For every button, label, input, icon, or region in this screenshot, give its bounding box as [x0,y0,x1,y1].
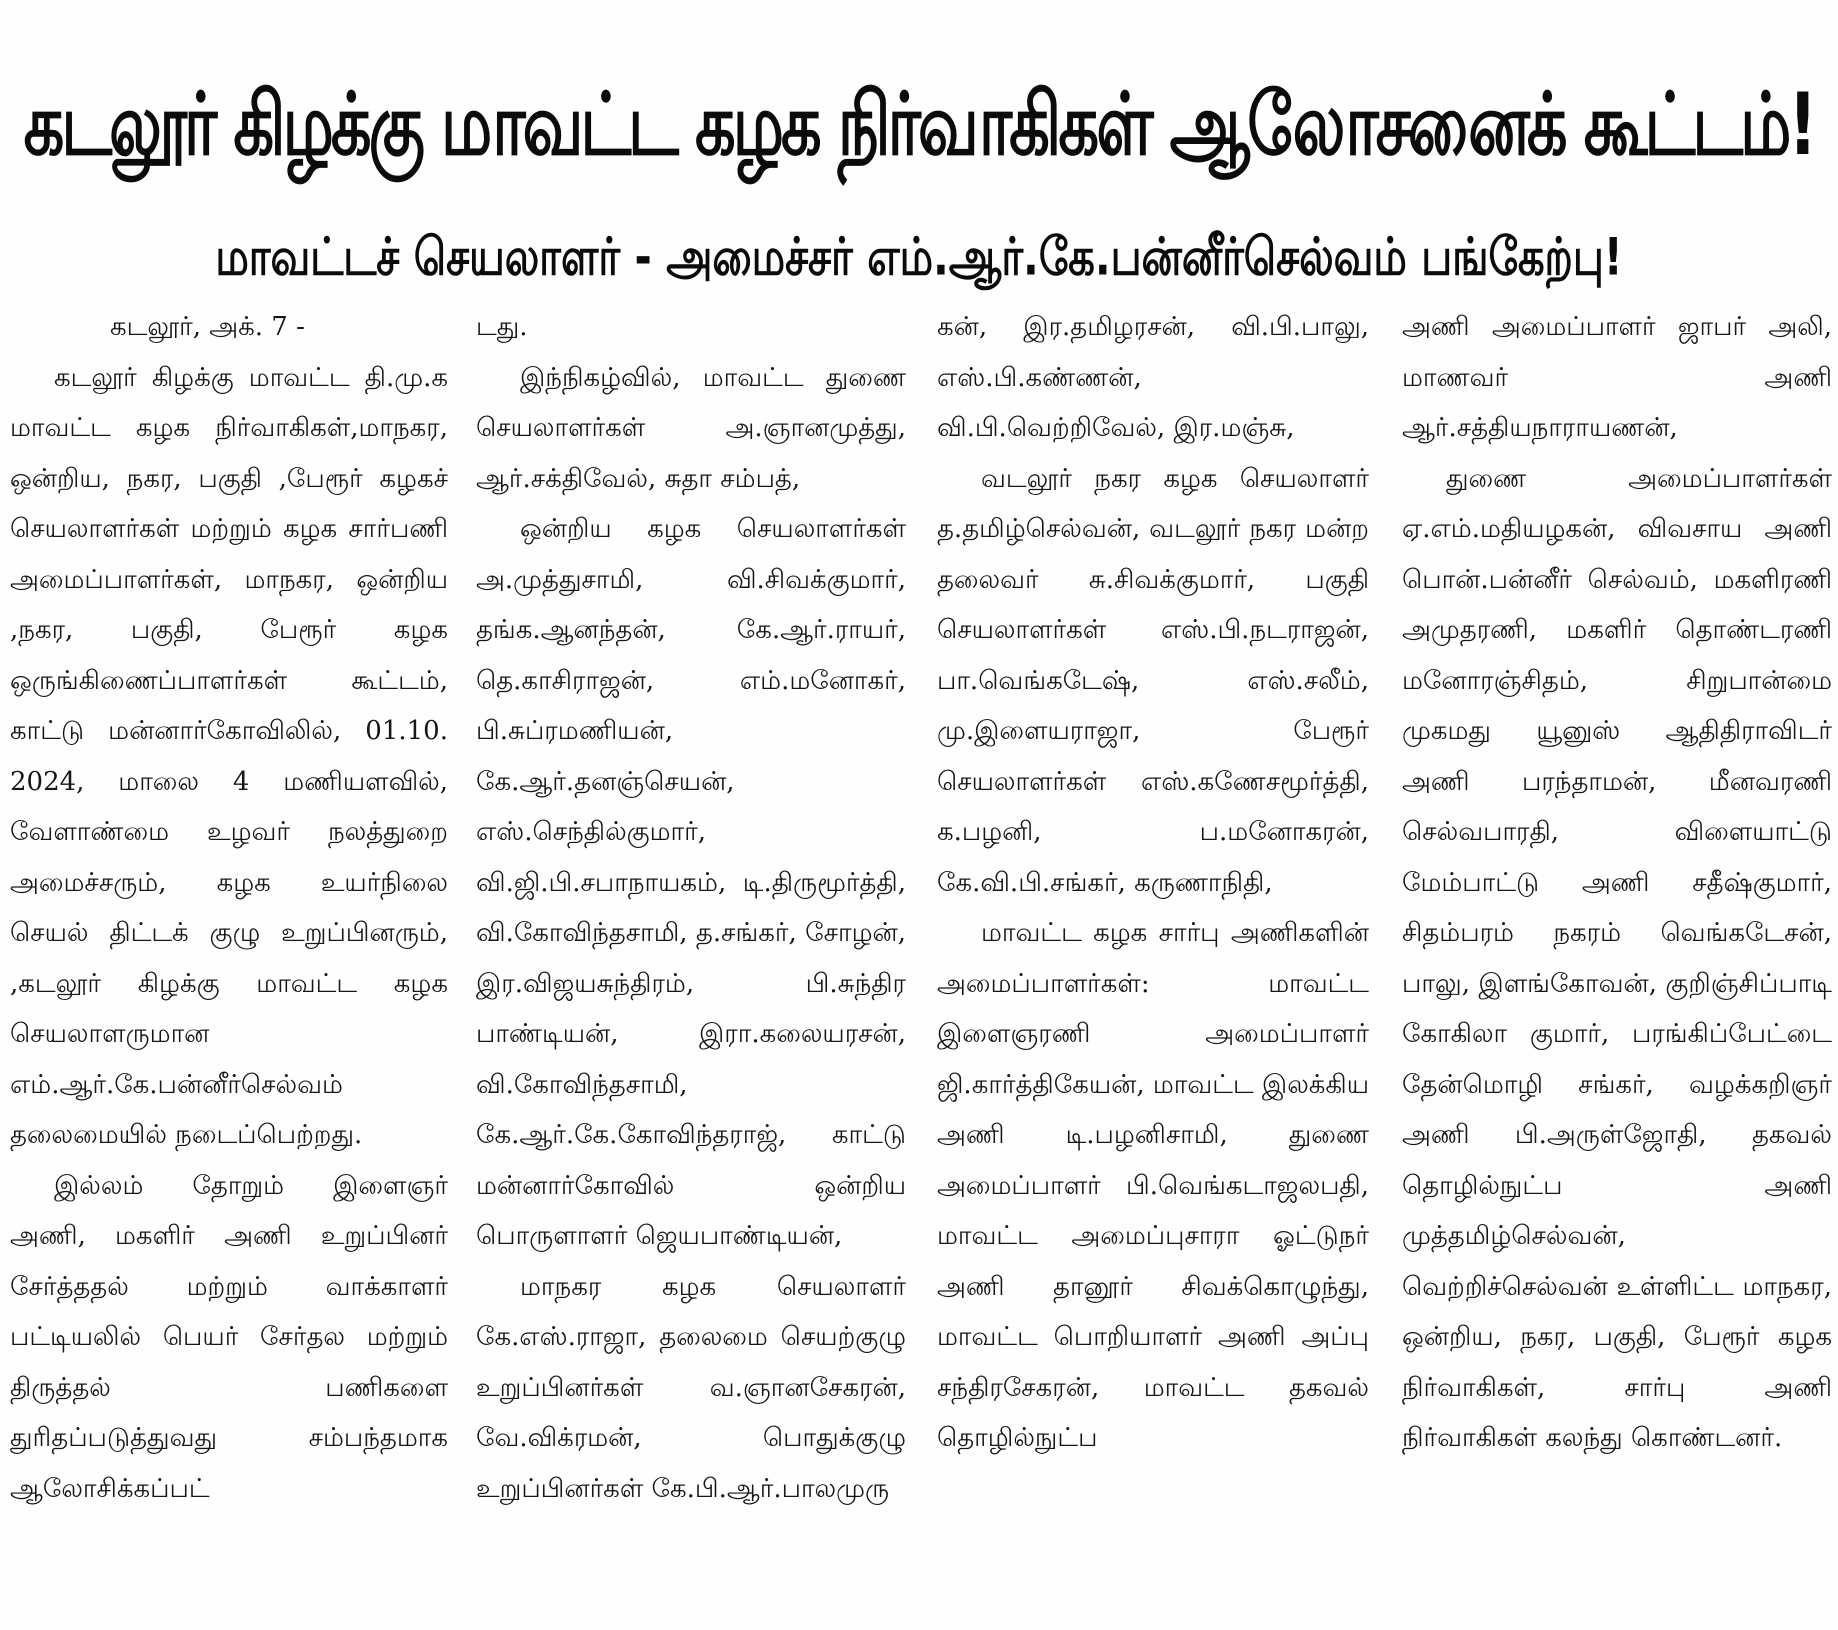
paragraph: அணி அமைப்பாளர் ஜாபர் அலி, மாணவர் அணி ஆர்.சத்தியநாராயணன், [1402,312,1832,443]
article-column-3 [937,302,1369,1622]
paragraph: ஒன்றிய கழக செயலாளர்கள் அ.முத்துசாமி, வி.சிவக்குமார், தங்க.ஆனந்தன், கே.ஆர்.ராயர், தெ.காசிராஜன், எம்.மனோகர், பி.சுப்ரமணியன், கே.ஆர்.தனஞ்செயன், எஸ்.செந்தில்குமார், வி.ஜி.பி.சபாநாயகம், டி.திருமூர்த்தி, வி.கோவிந்தசாமி, த.சங்கர், சோழன், இர.விஜயசுந்திரம், பி.சுந்திர பாண்டியன், இரா.கலையரசன், வி.கோவிந்தசாமி, கே.ஆர்.கே.கோவிந்தராஜ், காட்டு மன்னார்கோவில் ஒன்றிய பொருளாளர் ஜெயபாண்டியன், [476,514,906,1251]
article-column-1 [10,302,448,1622]
paragraph: கடலூர் கிழக்கு மாவட்ட தி.மு.க மாவட்ட கழக நிர்வாகிகள்,மாநகர, ஒன்றிய, நகர, பகுதி ,பேரூர் கழகச் செயலாளர்கள் மற்றும் கழக சார்பணி அமைப்பாளர்கள், மாநகர, ஒன்றிய ,நகர, பகுதி, பேரூர் கழக ஒருங்கிணைப்பாளர்கள் கூட்டம், காட்டு மன்னார்கோவிலில், 01.10. 2024, மாலை 4 மணியளவில், வேளாண்மை உழவர் நலத்துறை அமைச்சரும், கழக உயர்நிலை செயல் திட்டக் குழு உறுப்பினரும், ,கடலூர் கிழக்கு மாவட்ட கழக செயலாளருமான எம்.ஆர்.கே.பன்னீர்செல்வம் தலைமையில் நடைப்பெற்றது. [10,362,448,1150]
paragraph: மாவட்ட கழக சார்பு அணிகளின் அமைப்பாளர்கள்: மாவட்ட இளைஞரணி அமைப்பாளர் ஜி.கார்த்திகேயன், மாவட்ட இலக்கிய அணி டி.பழனிசாமி, துணை அமைப்பாளர் பி.வெங்கடாஜலபதி, மாவட்ட அமைப்புசாரா ஓட்டுநர் அணி தானூர் சிவக்கொழுந்து, மாவட்ட பொறியாளர் அணி அப்பு சந்திரசேகரன், மாவட்ட தகவல் தொழில்நுட்ப [937,918,1369,1453]
article-column-2 [476,302,906,1622]
subheadline: மாவட்டச் செயலாளர் - அமைச்சர் எம்.ஆர்.கே.பன்னீர்செல்வம் பங்கேற்பு! [215,225,1623,287]
paragraph: டது. [476,312,528,342]
article-column-4 [1402,302,1832,1622]
paragraph: இல்லம் தோறும் இளைஞர் அணி, மகளிர் அணி உறுப்பினர் சேர்த்ததல் மற்றும் வாக்காளர் பட்டியலில் பெயர் சேர்தல மற்றும் திருத்தல் பணிகளை துரிதப்படுத்துவது சம்பந்தமாக ஆலோசிக்கப்பட் [10,1170,448,1504]
paragraph: வடலூர் நகர கழக செயலாளர் த.தமிழ்செல்வன், வடலூர் நகர மன்ற தலைவர் சு.சிவக்குமார், பகுதி செயலாளர்கள் எஸ்.பி.நடராஜன், பா.வெங்கடேஷ், எஸ்.சலீம், மு.இளையராஜா, பேரூர் செயலாளர்கள் எஸ்.கணேசமூர்த்தி, க.பழனி, ப.மனோகரன், கே.வி.பி.சங்கர், கருணாநிதி, [937,463,1369,898]
dateline: கடலூர், அக். 7 - [110,312,305,342]
paragraph: துணை அமைப்பாளர்கள் ஏ.எம்.மதியழகன், விவசாய அணி பொன்.பன்னீர் செல்வம், மகளிரணி அமுதரணி, மகளிர் தொண்டரணி மனோரஞ்சிதம், சிறுபான்மை முகமது யூனுஸ் ஆதிதிராவிடர் அணி பரந்தாமன், மீனவரணி செல்வபாரதி, விளையாட்டு மேம்பாட்டு அணி சதீஷ்குமார், சிதம்பரம் நகரம் வெங்கடேசன், பாலு, இளங்கோவன், குறிஞ்சிப்பாடி கோகிலா குமார், பரங்கிப்பேட்டை தேன்மொழி சங்கர், வழக்கறிஞர் அணி பி.அருள்ஜோதி, தகவல் தொழில்நுட்ப அணி முத்தமிழ்செல்வன், வெற்றிச்செல்வன் உள்ளிட்ட மாநகர, ஒன்றிய, நகர, பகுதி, பேரூர் கழக நிர்வாகிகள், சார்பு அணி நிர்வாகிகள் கலந்து கொண்டனர். [1402,463,1832,1453]
paragraph: இந்நிகழ்வில், மாவட்ட துணை செயலாளர்கள் அ.ஞானமுத்து, ஆர்.சக்திவேல், சுதா சம்பத், [476,362,906,494]
headline: கடலூர் கிழக்கு மாவட்ட கழக நிர்வாகிகள் ஆலோசனைக் கூட்டம்! [23,75,1815,176]
paragraph: மாநகர கழக செயலாளர் கே.எஸ்.ராஜா, தலைமை செயற்குழு உறுப்பினர்கள் வ.ஞானசேகரன், வே.விக்ரமன், பொதுக்குழு உறுப்பினர்கள் கே.பி.ஆர்.பாலமுரு [476,1271,906,1504]
paragraph: கன், இர.தமிழரசன், வி.பி.பாலு, எஸ்.பி.கண்ணன், வி.பி.வெற்றிவேல், இர.மஞ்சு, [937,312,1369,443]
